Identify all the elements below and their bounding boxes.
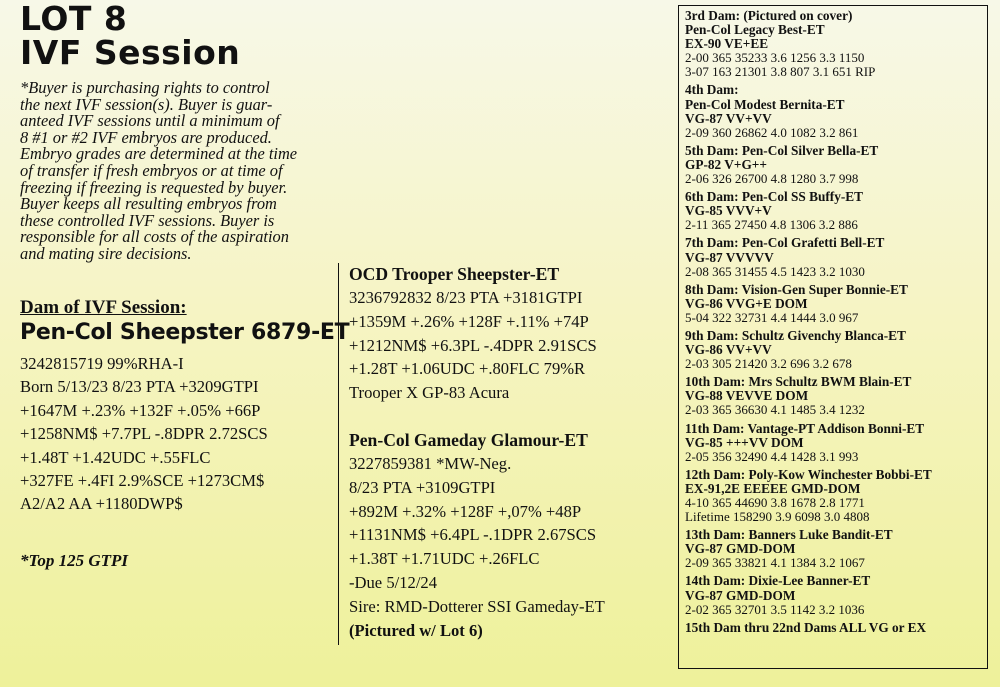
glamour-line: Sire: RMD-Dotterer SSI Gameday-ET (349, 596, 605, 616)
dam-details (20, 352, 268, 516)
dam-entry-heading: 14th Dam: Dixie-Lee Banner-ET (685, 573, 871, 589)
terms-line: *Buyer is purchasing rights to control (20, 78, 270, 97)
dam-entry-production: 2-09 360 26862 4.0 1082 3.2 861 (685, 124, 859, 140)
dam-entry-production: 2-03 305 21420 3.2 696 3.2 678 (685, 356, 852, 372)
dam-entry-heading: 11th Dam: Vantage-PT Addison Bonni-ET (685, 420, 925, 436)
dam-entry-production: 5-04 322 32731 4.4 1444 3.0 967 (685, 309, 859, 325)
terms-line: of transfer if fresh embryos or at time of (20, 160, 283, 180)
sire-line: 3236792832 8/23 PTA +3181GTPI (349, 288, 583, 307)
dam-entry-heading: 10th Dam: Mrs Schultz BWM Blain-ET (685, 374, 912, 390)
dam-entry-heading: VG-87 GMD-DOM (685, 541, 796, 557)
dam-entry (685, 468, 985, 524)
glamour-line: 8/23 PTA +3109GTPI (349, 477, 496, 497)
dam-entry-heading: VG-87 VVVVV (685, 249, 774, 265)
dam-entry-heading: 3rd Dam: (Pictured on cover) (685, 8, 853, 23)
dam-entry-production: 2-00 365 35233 3.6 1256 3.3 1150 (685, 50, 865, 66)
lot-number: LOT 8 (20, 0, 128, 38)
glamour-line: -Due 5/12/24 (349, 572, 438, 592)
terms-line: Buyer keeps all resulting embryos from (20, 194, 277, 214)
dam-detail-line: +1647M +.23% +132F +.05% +66P (20, 400, 261, 420)
terms-line: Embryo grades are determined at the time (20, 144, 298, 164)
terms-line: these controlled IVF sessions. Buyer is (20, 210, 275, 230)
glamour-line: +1131NM$ +6.4PL -.1DPR 2.67SCS (349, 525, 597, 545)
dam-list-footer (685, 621, 985, 635)
terms-line: responsible for all costs of the aspiration (20, 227, 289, 247)
dam-entry (685, 329, 985, 371)
dam-detail-line: Born 5/13/23 8/23 PTA +3209GTPI (20, 377, 259, 397)
dam-entry (685, 83, 985, 139)
dam-entry-heading: Pen-Col Modest Bernita-ET (685, 96, 845, 112)
glamour-block (349, 429, 605, 642)
sire-name: OCD Trooper Sheepster-ET (349, 264, 560, 284)
dam-detail-line: 3242815719 99%RHA-I (20, 354, 184, 373)
dam-entry-heading: VG-86 VVG+E DOM (685, 295, 808, 311)
top-gtpi-note: *Top 125 GTPI (20, 551, 128, 570)
dam-entry-production: 2-03 365 36630 4.1 1485 3.4 1232 (685, 402, 865, 418)
glamour-line: 3227859381 *MW-Neg. (349, 454, 512, 473)
dam-entry (685, 574, 985, 616)
dam-entry-heading: 9th Dam: Schultz Givenchy Blanca-ET (685, 327, 906, 343)
dam-entry (685, 375, 985, 417)
dam-entry-production: 2-09 365 33821 4.1 1384 3.2 1067 (685, 555, 865, 571)
dam-entry-heading: 13th Dam: Banners Luke Bandit-ET (685, 527, 893, 543)
dam-entry-heading: VG-86 VV+VV (685, 342, 772, 358)
dam-entry-heading: 8th Dam: Vision-Gen Super Bonnie-ET (685, 281, 908, 297)
dam-entry-production: 4-10 365 44690 3.8 1678 2.8 1771 (685, 495, 865, 510)
sire-block (349, 263, 597, 405)
terms-line: 8 #1 or #2 IVF embryos are produced. (20, 127, 272, 147)
dam-entry-heading: VG-85 +++VV DOM (685, 434, 804, 450)
terms-line: the next IVF session(s). Buyer is guar- (20, 94, 273, 114)
dam-name: Pen-Col Sheepster 6879-ET (20, 320, 350, 345)
dam-entry (685, 236, 985, 278)
pictured-note: (Pictured w/ Lot 6) (349, 620, 483, 640)
dam-entry (685, 422, 985, 464)
dam-entry-heading: 7th Dam: Pen-Col Grafetti Bell-ET (685, 235, 885, 251)
glamour-name: Pen-Col Gameday Glamour-ET (349, 430, 588, 450)
dam-detail-line: +327FE +.4FI 2.9%SCE +1273CM$ (20, 471, 265, 491)
dam-entry (685, 190, 985, 232)
dam-entry-production: 2-11 365 27450 4.8 1306 3.2 886 (685, 217, 858, 233)
sire-line: +1.28T +1.06UDC +.80FLC 79%R (349, 359, 586, 379)
dam-entry (685, 283, 985, 325)
dam-detail-line: A2/A2 AA +1180DWP$ (20, 494, 183, 514)
terms-line: and mating sire decisions. (20, 243, 192, 263)
dam-entry-production: 2-05 356 32490 4.4 1428 3.1 993 (685, 448, 859, 464)
dam-entry-heading: EX-90 VE+EE (685, 36, 769, 52)
dam-entry-production: 2-08 365 31455 4.5 1423 3.2 1030 (685, 263, 865, 279)
dam-entry-heading: 12th Dam: Poly-Kow Winchester Bobbi-ET (685, 466, 932, 482)
terms-line: freezing if freezing is requested by buyer. (20, 177, 288, 197)
dam-entry-heading: VG-87 GMD-DOM (685, 587, 796, 603)
lot-subtitle: IVF Session (20, 33, 241, 72)
dam-heading: Dam of IVF Session: (20, 297, 187, 318)
dam-entry-heading: GP-82 V+G++ (685, 156, 767, 172)
dam-entry (685, 528, 985, 570)
glamour-line: +1.38T +1.71UDC +.26FLC (349, 549, 540, 569)
dam-entry-production: Lifetime 158290 3.9 6098 3.0 4808 (685, 509, 870, 525)
dam-entry-heading: Pen-Col Legacy Best-ET (685, 22, 825, 38)
sire-line: +1212NM$ +6.3PL -.4DPR 2.91SCS (349, 335, 597, 355)
dam-list-footer-text: 15th Dam thru 22nd Dams ALL VG or EX (685, 619, 927, 635)
dam-entry-production: 2-02 365 32701 3.5 1142 3.2 1036 (685, 601, 865, 617)
lot-title (20, 2, 240, 70)
dam-entry-heading: 6th Dam: Pen-Col SS Buffy-ET (685, 189, 864, 205)
dam-entry (685, 9, 985, 79)
dam-list (685, 9, 985, 639)
dam-detail-line: +1.48T +1.42UDC +.55FLC (20, 447, 211, 467)
dam-entry-heading: 5th Dam: Pen-Col Silver Bella-ET (685, 142, 879, 158)
maternal-pedigree-box (678, 5, 988, 669)
dam-entry-heading: VG-87 VV+VV (685, 110, 772, 126)
terms-line: anteed IVF sessions until a minimum of (20, 111, 280, 131)
dam-entry-production: 2-06 326 26700 4.8 1280 3.7 998 (685, 171, 859, 187)
dam-entry-heading: 4th Dam: (685, 82, 739, 98)
dam-entry-production: 3-07 163 21301 3.8 807 3.1 651 RIP (685, 64, 876, 80)
middle-pedigree-column (338, 263, 661, 645)
dam-entry-heading: EX-91,2E EEEEE GMD-DOM (685, 480, 861, 496)
dam-entry-heading: VG-88 VEVVE DOM (685, 388, 809, 404)
glamour-line: +892M +.32% +128F +,07% +48P (349, 501, 582, 521)
dam-detail-line: +1258NM$ +7.7PL -.8DPR 2.72SCS (20, 424, 268, 444)
sire-line: +1359M +.26% +128F +.11% +74P (349, 311, 589, 331)
dam-entry (685, 144, 985, 186)
dam-entry-heading: VG-85 VVV+V (685, 203, 772, 219)
buyer-terms-paragraph (20, 80, 350, 263)
sire-line: Trooper X GP-83 Acura (349, 383, 510, 403)
